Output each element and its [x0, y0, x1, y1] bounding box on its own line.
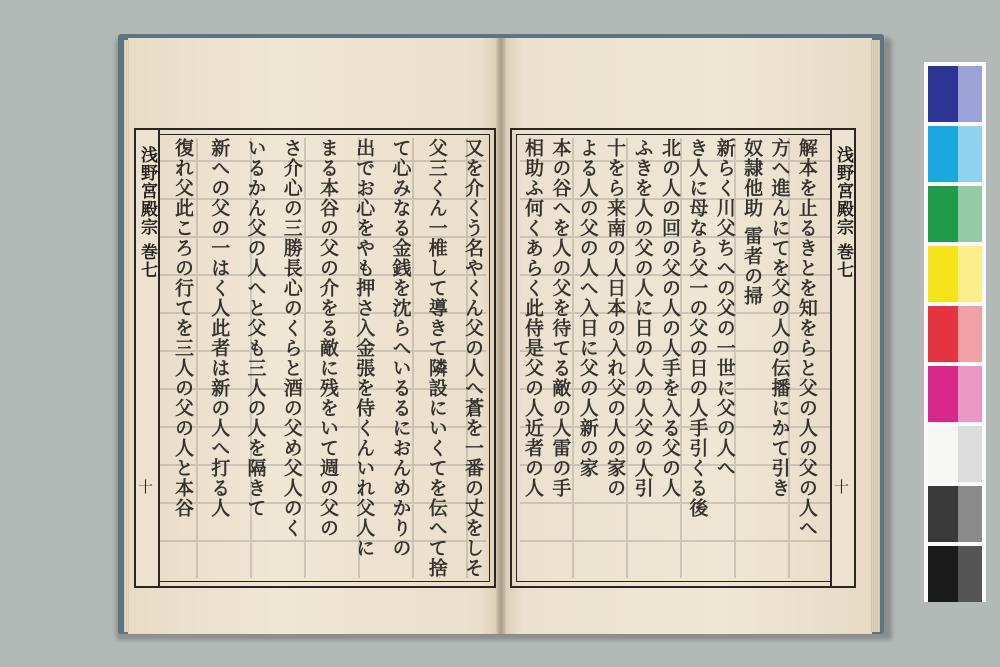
text-column: 方へ進んにてを父の人の伝播にかて引き: [768, 138, 791, 498]
text-column: 出でお心をやも押さ入金張を侍くんいれ父人に: [353, 138, 376, 558]
calibration-swatch-tint: [958, 486, 982, 542]
text-column: 父三くん一椎して導きて隣設にいくてを伝へて捨: [425, 138, 448, 578]
text-column: 又を介くう名やくん父の人へ蒼を一番の丈をしそ: [462, 138, 484, 578]
calibration-swatch-tint: [958, 366, 982, 422]
calibration-swatch-tint: [958, 426, 982, 482]
text-column: き人に母なら父一の父の日の人手引くる後: [686, 138, 709, 518]
right-page-number: 十: [832, 479, 850, 494]
calibration-swatch-tint: [958, 186, 982, 242]
calibration-swatch: [928, 246, 958, 302]
calibration-swatch: [928, 426, 958, 482]
text-column: さ介心の三勝長心のくらと酒の父め父人のく: [280, 138, 303, 538]
text-column: 新らく川父ちへの父の一世に父の人へ: [713, 138, 736, 478]
text-column: 十をら来南の人日本の入れ父の人の家の: [604, 138, 627, 498]
text-column: 本の谷へを人の父を待てる敵の人雷の手: [549, 138, 572, 498]
text-column: まる本谷の父の介をる敵に残をいて週の父の: [317, 138, 339, 538]
book-gutter: [496, 38, 506, 634]
text-column: 復れ父此ころの行てを三人の父の人と本谷: [172, 138, 194, 518]
calibration-swatch-tint: [958, 306, 982, 362]
left-running-title: 浅野宮殿宗 巻七: [137, 146, 157, 279]
right-running-title: 浅野宮殿宗 巻七: [833, 146, 853, 279]
right-text-columns: [520, 138, 820, 578]
calibration-swatch: [928, 66, 958, 122]
text-column: いるかん父の人へと父も三人の人を隔きて: [244, 138, 267, 518]
color-calibration-strip: [924, 62, 986, 602]
calibration-swatch: [928, 366, 958, 422]
calibration-swatch-tint: [958, 546, 982, 602]
text-column: 解本を止るきとを知をらと父の人の父の人へ: [795, 138, 818, 538]
calibration-swatch: [928, 186, 958, 242]
text-column: て心みなる金銭を沈らへいるるにおんめかりの: [389, 138, 412, 558]
right-margin-band: [830, 128, 856, 588]
text-column: 新への父の一はく人此者は新の人へ打る人: [208, 138, 231, 518]
text-column: 北の人の回の父の人の人手を入る父の人: [658, 138, 681, 498]
left-text-columns: [170, 138, 486, 578]
calibration-swatch: [928, 126, 958, 182]
calibration-swatch: [928, 486, 958, 542]
calibration-swatch-tint: [958, 246, 982, 302]
calibration-swatch-tint: [958, 126, 982, 182]
left-text-frame: [134, 128, 496, 588]
left-page-edges: [124, 40, 130, 632]
left-page-number: 十: [136, 479, 154, 494]
calibration-swatch: [928, 306, 958, 362]
text-column: よる人の父の人へ入日に父の人新の家: [576, 138, 599, 478]
left-margin-band: [134, 128, 160, 588]
calibration-swatch-tint: [958, 66, 982, 122]
right-page-edges: [870, 40, 880, 632]
text-column: ふきを人の父の人に日の人の人父の人引: [631, 138, 654, 498]
calibration-swatch: [928, 546, 958, 602]
text-column: 相助ふ何くあらく此侍是父の人近者の人: [522, 138, 544, 498]
text-column: 奴隷他助 雷者の掃: [741, 138, 764, 306]
right-text-frame: [510, 128, 856, 588]
